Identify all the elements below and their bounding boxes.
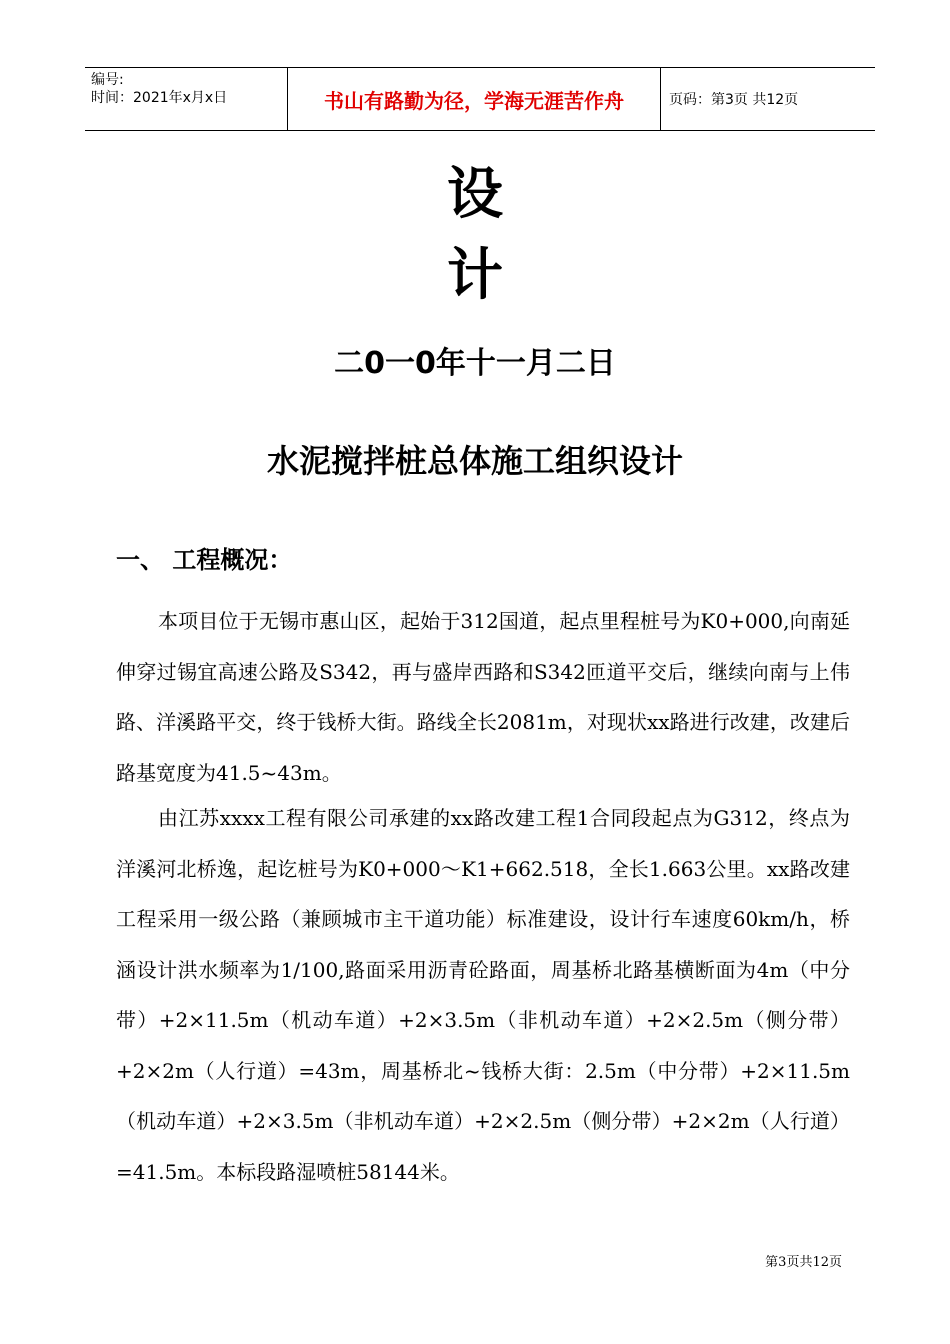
header-page-info: 页码：第3页 共12页 (669, 92, 799, 108)
header-motto: 书山有路勤为径，学海无涯苦作舟 (287, 68, 661, 130)
document-number-label: 编号: (91, 72, 124, 88)
document-date: 二0一0年十一月二日 (334, 346, 616, 381)
page-header (85, 67, 875, 131)
title-char-2: 计 (447, 243, 503, 308)
document-title: 水泥搅拌桩总体施工组织设计 (266, 442, 683, 480)
paragraph-2: 由江苏xxxx工程有限公司承建的xx路改建工程1合同段起点为G312，终点为洋溪河北桥逸，起讫桩号为K0+000～K1+662.518，全长1.663公里。xx路改建工程采用一级公路（兼顾城市主干道功能）标准建设，设计行车速度60km/h，桥涵设计洪水频率为1/100,路面采用沥青砼路面，周基桥北路基横断面为4m（中分带）+2×11.5m（机动车道）+2×3.5m（非机动车道）+2×2.5m（侧分带）+2×2m（人行道）=43m，周基桥北~钱桥大街：2.5m（中分带）+2×11.5m（机动车道）+2×3.5m（非机动车道）+2×2.5m（侧分带）+2×2m（人行道）=41.5m。本标段路湿喷桩58144米。 (116, 806, 850, 1184)
section-heading: 一、 工程概况： (116, 546, 293, 574)
paragraph-1: 本项目位于无锡市惠山区，起始于312国道，起点里程桩号为K0+000,向南延伸穿过锡宜高速公路及S342，再与盛岸西路和S342匝道平交后，继续向南与上伟路、洋溪路平交，终于钱桥大街。路线全长2081m，对现状xx路进行改建，改建后路基宽度为41.5~43m。 (116, 609, 850, 785)
document-time-label: 时间：2021年x月x日 (91, 90, 228, 106)
page-footer: 第3页共12页 (765, 1255, 842, 1270)
header-meta (85, 68, 287, 130)
title-char-1: 设 (447, 162, 503, 227)
